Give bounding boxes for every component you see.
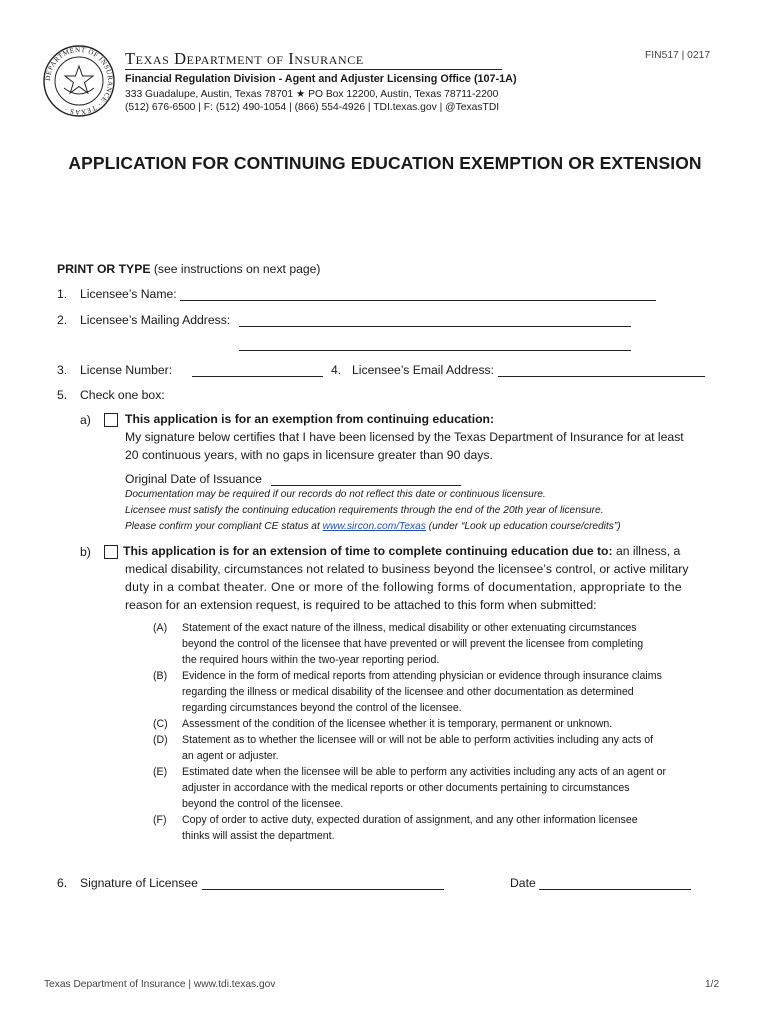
- item-a-text-3: the required hours within the two-year reporting period.: [182, 654, 440, 666]
- tdi-seal-icon: [42, 44, 116, 118]
- address-line: 333 Guadalupe, Austin, Texas 78701 ★ PO Box 12200, Austin, Texas 78711-2200: [125, 89, 499, 100]
- option-b-marker: b): [80, 545, 91, 559]
- mailing-address-label: Licensee’s Mailing Address:: [80, 313, 231, 327]
- division-line: Financial Regulation Division - Agent and Adjuster Licensing Office (107-1A): [125, 73, 517, 85]
- header-divider: [125, 69, 502, 70]
- extension-heading: This application is for an extension of time to complete continuing education due to:: [123, 544, 613, 558]
- signature-field[interactable]: [202, 876, 444, 890]
- print-or-type: [57, 262, 321, 276]
- item-a-text-1: Statement of the exact nature of the illness, medical disability or other extenuating circumstances: [182, 622, 637, 634]
- item-b-label: (B): [153, 670, 168, 682]
- item-b-text-2: regarding the illness or medical disability of the licensee and other documentation as determined: [182, 686, 634, 698]
- extension-heading-line: [123, 544, 680, 558]
- license-number-label: License Number:: [80, 363, 173, 377]
- exemption-note-3: [125, 521, 621, 532]
- item-d-text-2: an agent or adjuster.: [182, 750, 279, 762]
- exemption-note-2: Licensee must satisfy the continuing education requirements through the end of the 20th year of licensure.: [125, 505, 604, 516]
- page-title: APPLICATION FOR CONTINUING EDUCATION EXEMPTION OR EXTENSION: [68, 153, 702, 173]
- item-f-text-2: thinks will assist the department.: [182, 830, 335, 842]
- email-label: Licensee’s Email Address:: [352, 363, 495, 377]
- item-f-label: (F): [153, 814, 167, 826]
- date-field[interactable]: [539, 876, 691, 890]
- exemption-text-2: 20 continuous years, with no gaps in licensure greater than 90 days.: [125, 448, 493, 462]
- signature-label: Signature of Licensee: [80, 876, 198, 890]
- item-e-text-3: beyond the control of the licensee.: [182, 798, 344, 810]
- exemption-checkbox[interactable]: [104, 413, 118, 427]
- item-d-text-1: Statement as to whether the licensee will or will not be able to perform activities including any acts of: [182, 734, 654, 746]
- field-2-number: 2.: [57, 313, 68, 327]
- field-4-number: 4.: [331, 363, 342, 377]
- extension-text-4: reason for an extension request, is required to be attached to this form when submitted:: [125, 598, 597, 612]
- item-e-label: (E): [153, 766, 168, 778]
- sircon-link[interactable]: www.sircon.com/Texas: [322, 521, 426, 532]
- form-number: FIN517 | 0217: [645, 50, 711, 61]
- print-or-type-rest: (see instructions on next page): [150, 262, 321, 276]
- extension-heading-rest: an illness, a: [612, 544, 681, 558]
- item-a-label: (A): [153, 622, 168, 634]
- item-d-label: (D): [153, 734, 168, 746]
- field-1-number: 1.: [57, 287, 68, 301]
- exemption-heading: This application is for an exemption from continuing education:: [125, 412, 495, 426]
- note-3-pre: Please confirm your compliant CE status at: [125, 521, 323, 532]
- issuance-date-label: Original Date of Issuance: [125, 472, 262, 486]
- item-e-text-2: adjuster in accordance with the medical reports or other documents pertaining to circumstances: [182, 782, 630, 794]
- seal-text: DEPARTMENT OF INSURANCE · TEXAS ·: [43, 45, 115, 117]
- field-3-number: 3.: [57, 363, 68, 377]
- extension-text-3: duty in a combat theater. One or more of the following forms of documentation, appropriate to the: [125, 580, 682, 594]
- item-c-label: (C): [153, 718, 168, 730]
- check-one-box-label: Check one box:: [80, 388, 165, 402]
- issuance-date-field[interactable]: [271, 472, 461, 486]
- field-6-number: 6.: [57, 876, 68, 890]
- note-3-post: (under “Look up education course/credits”): [425, 521, 621, 532]
- option-a-marker: a): [80, 413, 91, 427]
- item-e-text-1: Estimated date when the licensee will be able to perform any activities including any acts of an agent or: [182, 766, 667, 778]
- agency-name: Texas Department of Insurance: [125, 49, 364, 68]
- mailing-address-field-1[interactable]: [239, 313, 631, 327]
- item-f-text-1: Copy of order to active duty, expected duration of assignment, and any other information licensee: [182, 814, 638, 826]
- exemption-note-1: Documentation may be required if our records do not reflect this date or continuous licensure.: [125, 489, 546, 500]
- contact-line: (512) 676-6500 | F: (512) 490-1054 | (866) 554-4926 | TDI.texas.gov | @TexasTDI: [125, 102, 500, 113]
- license-number-field[interactable]: [192, 363, 323, 377]
- item-b-text-1: Evidence in the form of medical reports from attending physician or evidence through insurance claims: [182, 670, 662, 682]
- extension-text-2: medical disability, circumstances not related to business beyond the licensee’s control, or active military: [125, 562, 689, 576]
- mailing-address-field-2[interactable]: [239, 337, 631, 351]
- licensee-name-label: Licensee’s Name:: [80, 287, 177, 301]
- page-number: 1/2: [705, 979, 720, 990]
- extension-checkbox[interactable]: [104, 545, 118, 559]
- licensee-name-field[interactable]: [180, 287, 656, 301]
- email-field[interactable]: [498, 363, 705, 377]
- item-a-text-2: beyond the control of the licensee that have prevented or will prevent the licensee from completing: [182, 638, 644, 650]
- date-label: Date: [510, 876, 536, 890]
- exemption-text-1: My signature below certifies that I have been licensed by the Texas Department of Insurance for at least: [125, 430, 684, 444]
- item-b-text-3: regarding circumstances beyond the control of the licensee.: [182, 702, 462, 714]
- print-or-type-bold: PRINT OR TYPE: [57, 262, 151, 276]
- footer-agency: Texas Department of Insurance | www.tdi.texas.gov: [44, 979, 276, 990]
- item-c-text-1: Assessment of the condition of the licensee whether it is temporary, permanent or unknown.: [182, 718, 613, 730]
- field-5-number: 5.: [57, 388, 68, 402]
